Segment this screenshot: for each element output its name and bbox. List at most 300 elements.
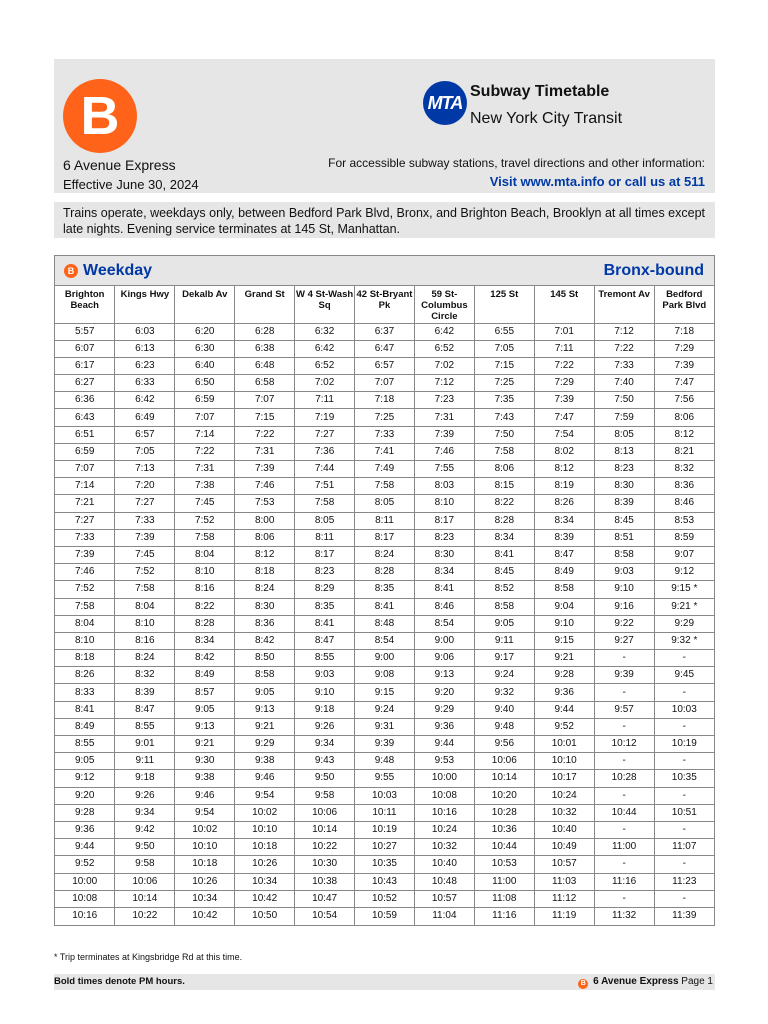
time-cell: 7:33: [355, 426, 415, 443]
time-cell: 9:00: [414, 632, 474, 649]
time-cell: 9:42: [115, 821, 175, 838]
time-cell: 7:36: [295, 443, 355, 460]
time-cell: 7:39: [115, 529, 175, 546]
time-cell: -: [654, 856, 714, 873]
time-cell: 7:07: [55, 461, 115, 478]
time-cell: 6:51: [55, 426, 115, 443]
table-row: [55, 821, 714, 838]
time-cell: -: [594, 684, 654, 701]
time-cell: 11:00: [474, 873, 534, 890]
column-header: Brighton Beach: [55, 286, 115, 323]
footnote: * Trip terminates at Kingsbridge Rd at this time.: [54, 952, 243, 962]
time-cell: 8:19: [534, 478, 594, 495]
time-cell: -: [654, 684, 714, 701]
time-cell: 8:46: [654, 495, 714, 512]
time-cell: 7:46: [414, 443, 474, 460]
time-cell: 7:33: [55, 529, 115, 546]
time-cell: 8:28: [355, 564, 415, 581]
time-cell: 9:27: [594, 632, 654, 649]
time-cell: 8:10: [414, 495, 474, 512]
time-cell: 6:28: [235, 323, 295, 340]
time-cell: 9:05: [474, 615, 534, 632]
time-cell: 7:01: [534, 323, 594, 340]
time-cell: 7:39: [414, 426, 474, 443]
time-cell: 10:34: [175, 890, 235, 907]
time-cell: 9:52: [534, 718, 594, 735]
time-cell: 7:23: [414, 392, 474, 409]
time-cell: 8:10: [175, 564, 235, 581]
time-cell: 7:18: [355, 392, 415, 409]
time-cell: 7:29: [654, 340, 714, 357]
time-cell: 8:06: [235, 529, 295, 546]
time-cell: 7:54: [534, 426, 594, 443]
time-cell: 10:02: [235, 804, 295, 821]
time-cell: 10:26: [235, 856, 295, 873]
time-cell: 7:58: [295, 495, 355, 512]
time-cell: 9:38: [175, 770, 235, 787]
time-cell: 8:35: [355, 581, 415, 598]
time-cell: 9:32 *: [654, 632, 714, 649]
time-cell: 8:57: [175, 684, 235, 701]
time-cell: 9:20: [55, 787, 115, 804]
time-cell: 8:04: [175, 546, 235, 563]
time-cell: 7:15: [474, 357, 534, 374]
time-cell: 10:53: [474, 856, 534, 873]
time-cell: 7:58: [355, 478, 415, 495]
time-cell: 7:47: [534, 409, 594, 426]
time-cell: 8:21: [654, 443, 714, 460]
time-cell: 8:04: [115, 598, 175, 615]
time-cell: 8:34: [474, 529, 534, 546]
time-cell: 10:42: [175, 907, 235, 924]
time-cell: 8:35: [295, 598, 355, 615]
time-cell: 10:36: [474, 821, 534, 838]
time-cell: 10:17: [534, 770, 594, 787]
time-cell: 9:04: [534, 598, 594, 615]
time-cell: 9:29: [235, 736, 295, 753]
time-cell: 6:47: [355, 340, 415, 357]
table-row: [55, 839, 714, 856]
time-cell: 9:58: [295, 787, 355, 804]
time-cell: 10:59: [355, 907, 415, 924]
time-cell: 9:21: [175, 736, 235, 753]
time-cell: 8:10: [115, 615, 175, 632]
time-cell: 9:43: [295, 753, 355, 770]
table-row: [55, 753, 714, 770]
time-cell: 6:43: [55, 409, 115, 426]
time-cell: 8:04: [55, 615, 115, 632]
service-name: 6 Avenue Express: [63, 157, 176, 173]
time-cell: 8:28: [474, 512, 534, 529]
column-header: Kings Hwy: [115, 286, 175, 323]
time-cell: 8:58: [594, 546, 654, 563]
time-cell: 10:44: [474, 839, 534, 856]
timetable: [54, 255, 715, 926]
time-cell: 11:07: [654, 839, 714, 856]
time-cell: 9:36: [534, 684, 594, 701]
time-cell: 6:50: [175, 375, 235, 392]
time-cell: -: [654, 718, 714, 735]
time-cell: 7:53: [235, 495, 295, 512]
time-cell: 8:41: [355, 598, 415, 615]
time-cell: 7:52: [115, 564, 175, 581]
time-cell: 10:10: [534, 753, 594, 770]
time-cell: 8:51: [594, 529, 654, 546]
time-cell: 9:24: [474, 667, 534, 684]
time-cell: 7:59: [594, 409, 654, 426]
time-cell: 8:45: [594, 512, 654, 529]
table-row: [55, 787, 714, 804]
time-cell: 9:10: [594, 581, 654, 598]
table-row: [55, 856, 714, 873]
time-cell: 7:11: [295, 392, 355, 409]
time-cell: 6:33: [115, 375, 175, 392]
time-cell: 10:22: [115, 907, 175, 924]
time-cell: 10:14: [474, 770, 534, 787]
time-cell: 9:32: [474, 684, 534, 701]
time-cell: 10:16: [414, 804, 474, 821]
time-cell: 9:39: [355, 736, 415, 753]
time-cell: 9:29: [414, 701, 474, 718]
time-cell: 7:14: [55, 478, 115, 495]
time-cell: -: [654, 890, 714, 907]
time-cell: -: [594, 718, 654, 735]
visit-link[interactable]: Visit www.mta.info or call us at 511: [489, 174, 705, 189]
time-cell: 8:26: [534, 495, 594, 512]
time-cell: 8:30: [235, 598, 295, 615]
time-cell: 8:24: [235, 581, 295, 598]
table-row: [55, 667, 714, 684]
time-cell: 10:22: [295, 839, 355, 856]
time-cell: 7:39: [55, 546, 115, 563]
time-cell: 10:18: [235, 839, 295, 856]
time-cell: 8:39: [534, 529, 594, 546]
time-cell: 7:07: [175, 409, 235, 426]
time-cell: 7:22: [534, 357, 594, 374]
time-cell: 9:31: [355, 718, 415, 735]
time-cell: 7:58: [175, 529, 235, 546]
time-cell: 8:13: [594, 443, 654, 460]
time-cell: 8:36: [235, 615, 295, 632]
column-header: 145 St: [534, 286, 594, 323]
footer-page-info: [578, 976, 713, 989]
time-cell: 9:21: [534, 650, 594, 667]
time-cell: 9:54: [175, 804, 235, 821]
time-cell: 9:44: [414, 736, 474, 753]
time-cell: 7:12: [414, 375, 474, 392]
time-cell: 8:17: [355, 529, 415, 546]
time-cell: 8:42: [175, 650, 235, 667]
time-cell: 7:31: [235, 443, 295, 460]
table-row: [55, 615, 714, 632]
time-cell: 10:35: [355, 856, 415, 873]
time-cell: 7:47: [654, 375, 714, 392]
time-cell: 8:32: [654, 461, 714, 478]
time-cell: 6:42: [414, 323, 474, 340]
footer: [54, 974, 715, 990]
time-cell: 8:41: [414, 581, 474, 598]
time-cell: 8:55: [55, 736, 115, 753]
time-cell: 8:05: [355, 495, 415, 512]
time-cell: 9:21: [235, 718, 295, 735]
time-cell: 8:17: [414, 512, 474, 529]
time-cell: 8:34: [534, 512, 594, 529]
time-cell: 9:05: [175, 701, 235, 718]
time-cell: 9:21 *: [654, 598, 714, 615]
time-cell: 6:07: [55, 340, 115, 357]
time-cell: 11:39: [672, 910, 697, 922]
time-cell: 10:06: [115, 873, 175, 890]
time-cell: 10:28: [594, 770, 654, 787]
time-cell: 8:42: [235, 632, 295, 649]
table-row: [55, 650, 714, 667]
time-cell: 8:39: [115, 684, 175, 701]
time-cell: 8:36: [654, 478, 714, 495]
time-cell: 8:22: [474, 495, 534, 512]
time-cell: 7:52: [175, 512, 235, 529]
table-row: [55, 632, 714, 649]
time-cell: 7:41: [355, 443, 415, 460]
time-cell: 8:49: [55, 718, 115, 735]
time-cell: -: [654, 787, 714, 804]
time-cell: 11:03: [534, 873, 594, 890]
time-cell: 6:37: [355, 323, 415, 340]
time-cell: 8:16: [115, 632, 175, 649]
time-cell: 9:50: [295, 770, 355, 787]
time-cell: -: [594, 650, 654, 667]
table-row: [55, 890, 714, 907]
time-cell: 9:53: [414, 753, 474, 770]
time-cell: 7:22: [235, 426, 295, 443]
time-cell: 8:39: [594, 495, 654, 512]
time-cell: 10:38: [295, 873, 355, 890]
time-cell: 7:40: [594, 375, 654, 392]
table-row: [55, 323, 714, 340]
time-cell: 6:36: [55, 392, 115, 409]
time-cell: 8:47: [295, 632, 355, 649]
time-cell: 9:52: [55, 856, 115, 873]
time-cell: 7:25: [355, 409, 415, 426]
table-row: [55, 357, 714, 374]
time-cell: 8:11: [355, 512, 415, 529]
time-cell: 8:33: [55, 684, 115, 701]
time-cell: 9:05: [235, 684, 295, 701]
time-cell: 8:05: [594, 426, 654, 443]
time-cell: 7:58: [55, 598, 115, 615]
time-cell: 9:10: [295, 684, 355, 701]
time-cell: 9:44: [534, 701, 594, 718]
time-cell: 10:57: [414, 890, 474, 907]
time-cell: 8:46: [414, 598, 474, 615]
time-cell: 10:24: [534, 787, 594, 804]
time-cell: 7:52: [55, 581, 115, 598]
time-cell: 8:23: [295, 564, 355, 581]
time-cell: 8:30: [594, 478, 654, 495]
time-cell: 9:18: [115, 770, 175, 787]
time-cell: 7:39: [534, 392, 594, 409]
time-cell: 9:12: [654, 564, 714, 581]
column-header: Dekalb Av: [175, 286, 235, 323]
time-cell: 7:31: [414, 409, 474, 426]
time-cell: 9:03: [295, 667, 355, 684]
time-cell: -: [654, 821, 714, 838]
time-cell: 6:38: [235, 340, 295, 357]
time-cell: 9:46: [235, 770, 295, 787]
time-cell: 10:44: [594, 804, 654, 821]
time-cell: 6:42: [115, 392, 175, 409]
time-cell: 10:01: [534, 736, 594, 753]
time-cell: 8:32: [115, 667, 175, 684]
time-cell: 6:30: [175, 340, 235, 357]
time-cell: 9:39: [594, 667, 654, 684]
time-cell: 7:44: [295, 461, 355, 478]
time-cell: 10:02: [175, 821, 235, 838]
time-cell: 7:45: [175, 495, 235, 512]
time-cell: 7:27: [115, 495, 175, 512]
time-cell: 10:40: [414, 856, 474, 873]
time-cell: 7:33: [115, 512, 175, 529]
time-cell: 9:28: [534, 667, 594, 684]
time-cell: 10:08: [55, 890, 115, 907]
time-cell: 9:40: [474, 701, 534, 718]
column-header: Bedford Park Blvd: [654, 286, 714, 323]
time-cell: 9:48: [355, 753, 415, 770]
table-row: [55, 529, 714, 546]
time-cell: 10:08: [414, 787, 474, 804]
time-cell: -: [654, 753, 714, 770]
time-cell: 10:10: [175, 839, 235, 856]
page-number: Page 1: [681, 976, 713, 987]
time-cell: 9:34: [295, 736, 355, 753]
timetable-title: Weekday: [83, 262, 153, 279]
time-cell: -: [594, 856, 654, 873]
time-cell: 8:16: [175, 581, 235, 598]
timetable-body: [55, 323, 714, 925]
time-cell: 7:13: [115, 461, 175, 478]
time-cell: 7:35: [474, 392, 534, 409]
time-cell: 9:13: [414, 667, 474, 684]
table-row: [55, 804, 714, 821]
time-cell: 7:31: [175, 461, 235, 478]
time-cell: 7:33: [594, 357, 654, 374]
time-cell: 8:02: [534, 443, 594, 460]
time-cell: 10:30: [295, 856, 355, 873]
time-cell: 9:24: [355, 701, 415, 718]
time-cell: 6:57: [115, 426, 175, 443]
time-cell: 10:32: [414, 839, 474, 856]
time-cell: 6:59: [55, 443, 115, 460]
table-row: [55, 873, 714, 890]
time-cell: 7:12: [594, 323, 654, 340]
time-cell: 8:26: [55, 667, 115, 684]
time-cell: 9:36: [55, 821, 115, 838]
time-cell: 9:54: [235, 787, 295, 804]
time-cell: 9:17: [474, 650, 534, 667]
time-cell: 8:24: [355, 546, 415, 563]
time-cell: 11:16: [474, 907, 534, 924]
time-cell: 9:16: [594, 598, 654, 615]
time-cell: 10:12: [594, 736, 654, 753]
table-row: [55, 598, 714, 615]
time-cell: 8:05: [295, 512, 355, 529]
time-cell: 9:45: [654, 667, 714, 684]
time-cell: 7:46: [235, 478, 295, 495]
time-cell: 10:35: [654, 770, 714, 787]
time-cell: 6:59: [175, 392, 235, 409]
time-cell: 8:23: [594, 461, 654, 478]
time-cell: 9:44: [55, 839, 115, 856]
time-cell: 9:29: [654, 615, 714, 632]
footer-note: Bold times denote PM hours.: [54, 976, 185, 987]
time-cell: 9:28: [55, 804, 115, 821]
column-header: 59 St-Columbus Circle: [414, 286, 474, 323]
time-cell: 7:02: [295, 375, 355, 392]
time-cell: -: [594, 890, 654, 907]
time-cell: 8:58: [474, 598, 534, 615]
time-cell: 11:08: [474, 890, 534, 907]
timetable-direction: Bronx-bound: [603, 262, 704, 279]
footer-service: 6 Avenue Express: [593, 976, 679, 987]
time-cell: 10:49: [534, 839, 594, 856]
time-cell: 10:57: [534, 856, 594, 873]
time-cell: 9:01: [115, 736, 175, 753]
time-cell: 11:00: [594, 839, 654, 856]
time-cell: 10:03: [355, 787, 415, 804]
time-cell: 10:19: [654, 736, 714, 753]
time-cell: 7:27: [295, 426, 355, 443]
table-row: [55, 478, 714, 495]
time-cell: 8:03: [414, 478, 474, 495]
time-cell: 8:10: [55, 632, 115, 649]
time-cell: 10:20: [474, 787, 534, 804]
time-cell: 10:16: [55, 907, 115, 924]
timetable-header: [55, 256, 714, 286]
time-cell: 8:53: [654, 512, 714, 529]
page-subtitle: New York City Transit: [470, 110, 623, 127]
time-cell: 10:32: [534, 804, 594, 821]
time-cell: 10:11: [355, 804, 415, 821]
time-cell: 8:29: [295, 581, 355, 598]
time-cell: 9:57: [594, 701, 654, 718]
time-cell: 9:11: [115, 753, 175, 770]
table-row: [55, 907, 714, 924]
time-cell: 6:32: [295, 323, 355, 340]
time-cell: 7:49: [355, 461, 415, 478]
time-cell: 11:16: [594, 873, 654, 890]
time-cell: 8:41: [55, 701, 115, 718]
column-header: W 4 St-Wash Sq: [295, 286, 355, 323]
time-cell: 10:06: [474, 753, 534, 770]
time-cell: 7:39: [235, 461, 295, 478]
time-cell: 9:50: [115, 839, 175, 856]
time-cell: 9:05: [55, 753, 115, 770]
time-cell: 7:18: [654, 323, 714, 340]
table-row: [55, 770, 714, 787]
time-cell: 8:11: [295, 529, 355, 546]
time-cell: 6:48: [235, 357, 295, 374]
column-header: Grand St: [235, 286, 295, 323]
time-cell: 7:05: [115, 443, 175, 460]
b-line-mini-icon: B: [64, 264, 78, 278]
table-row: [55, 718, 714, 735]
table-row: [55, 701, 714, 718]
table-row: [55, 392, 714, 409]
time-cell: 8:58: [235, 667, 295, 684]
time-cell: 8:15: [474, 478, 534, 495]
time-cell: 8:00: [235, 512, 295, 529]
table-row: [55, 426, 714, 443]
table-row: [55, 495, 714, 512]
